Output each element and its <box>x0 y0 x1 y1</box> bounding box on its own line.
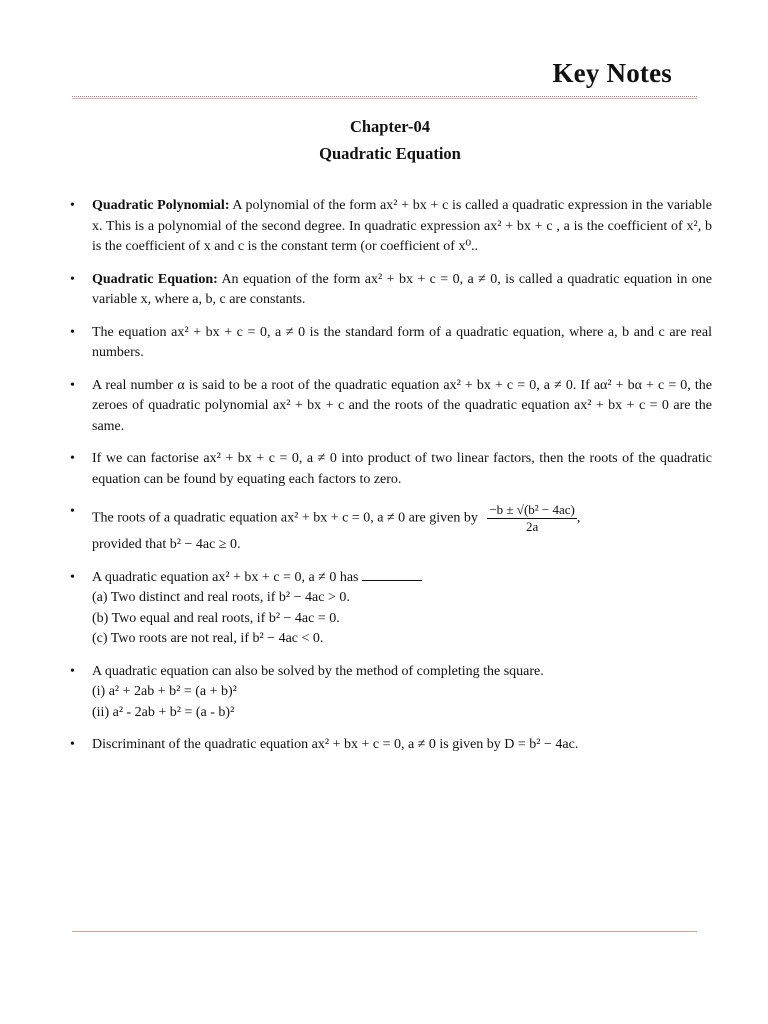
item-text: • A real number α is said to be a root of the quadratic equation ax² + bx + c = 0, a ≠ 0. If aα² + bα + c = 0, the zeroes of quadratic polynomial ax² + bx + c and the roots of the quadratic equation ax² + bx + c = 0 are the same. <box>92 377 712 434</box>
notes-list <box>92 196 712 768</box>
list-item <box>92 376 712 438</box>
item-text: The roots of a quadratic equation ax² + bx + c = 0, a ≠ 0 are given by <box>92 510 478 526</box>
list-item <box>92 735 712 756</box>
list-item <box>92 270 712 311</box>
list-item <box>92 568 712 650</box>
item-text: • A quadratic equation can also be solved by the method of completing the square. <box>92 663 544 679</box>
list-item <box>92 196 712 258</box>
sub-item-c: (c) Two roots are not real, if b² − 4ac < 0. <box>92 631 324 646</box>
sub-item-i: (i) a² + 2ab + b² = (a + b)² <box>92 684 237 699</box>
item-text: A polynomial of the form ax² + bx + c is called a quadratic expression in the variable x. This is a polynomial of the second degree. In quadratic expression ax² + bx + c , a is the coefficient of x², b is the coefficient of x and c is the constant term (or coefficient of x⁰.. <box>92 198 712 254</box>
term-label: Quadratic Equation: <box>92 271 218 287</box>
blank-line <box>362 570 422 581</box>
item-text: A quadratic equation ax² + bx + c = 0, a ≠ 0 has <box>92 569 359 585</box>
formula-denominator: 2a <box>525 519 539 534</box>
item-text: • Discriminant of the quadratic equation ax² + bx + c = 0, a ≠ 0 is given by D = b² − 4ac. <box>92 737 579 752</box>
sub-item-a: (a) Two distinct and real roots, if b² − 4ac > 0. <box>92 590 350 605</box>
formula-numerator: −b ± √(b² − 4ac) <box>489 502 575 517</box>
item-text: • If we can factorise ax² + bx + c = 0, a ≠ 0 into product of two linear factors, then the roots of the quadratic equation can be found by equating each factors to zero. <box>92 451 712 487</box>
footer-rule <box>72 931 697 932</box>
list-item <box>92 449 712 490</box>
list-item: • The roots of a quadratic equation ax² + bx + c = 0, a ≠ 0 are given by $\frac{\text{−b ± √(b² − 4ac)}}{2a}$ , provided that b² − 4ac ≥ 0. <box>92 502 712 556</box>
item-text: provided that b² − 4ac ≥ 0. <box>92 537 241 552</box>
root-formula <box>487 502 577 535</box>
sub-item-ii: (ii) a² - 2ab + b² = (a - b)² <box>92 704 235 720</box>
chapter-heading: Chapter-04 <box>349 117 431 136</box>
term-label: Quadratic Polynomial: <box>92 198 230 213</box>
list-item <box>92 662 712 724</box>
topic-heading: Quadratic Equation <box>319 144 461 163</box>
list-item <box>92 323 712 364</box>
header-rule-2 <box>72 98 697 99</box>
item-text: An equation of the form ax² + bx + c = 0, a ≠ 0, is called a quadratic equation in one variable x, where a, b, c are constants. <box>92 271 713 307</box>
item-text: • The equation ax² + bx + c = 0, a ≠ 0 is the standard form of a quadratic equation, where a, b and c are real numbers. <box>92 324 712 360</box>
header-rule <box>72 96 697 97</box>
sub-item-b: (b) Two equal and real roots, if b² − 4ac = 0. <box>92 610 340 626</box>
header-title: Key Notes <box>552 58 672 88</box>
